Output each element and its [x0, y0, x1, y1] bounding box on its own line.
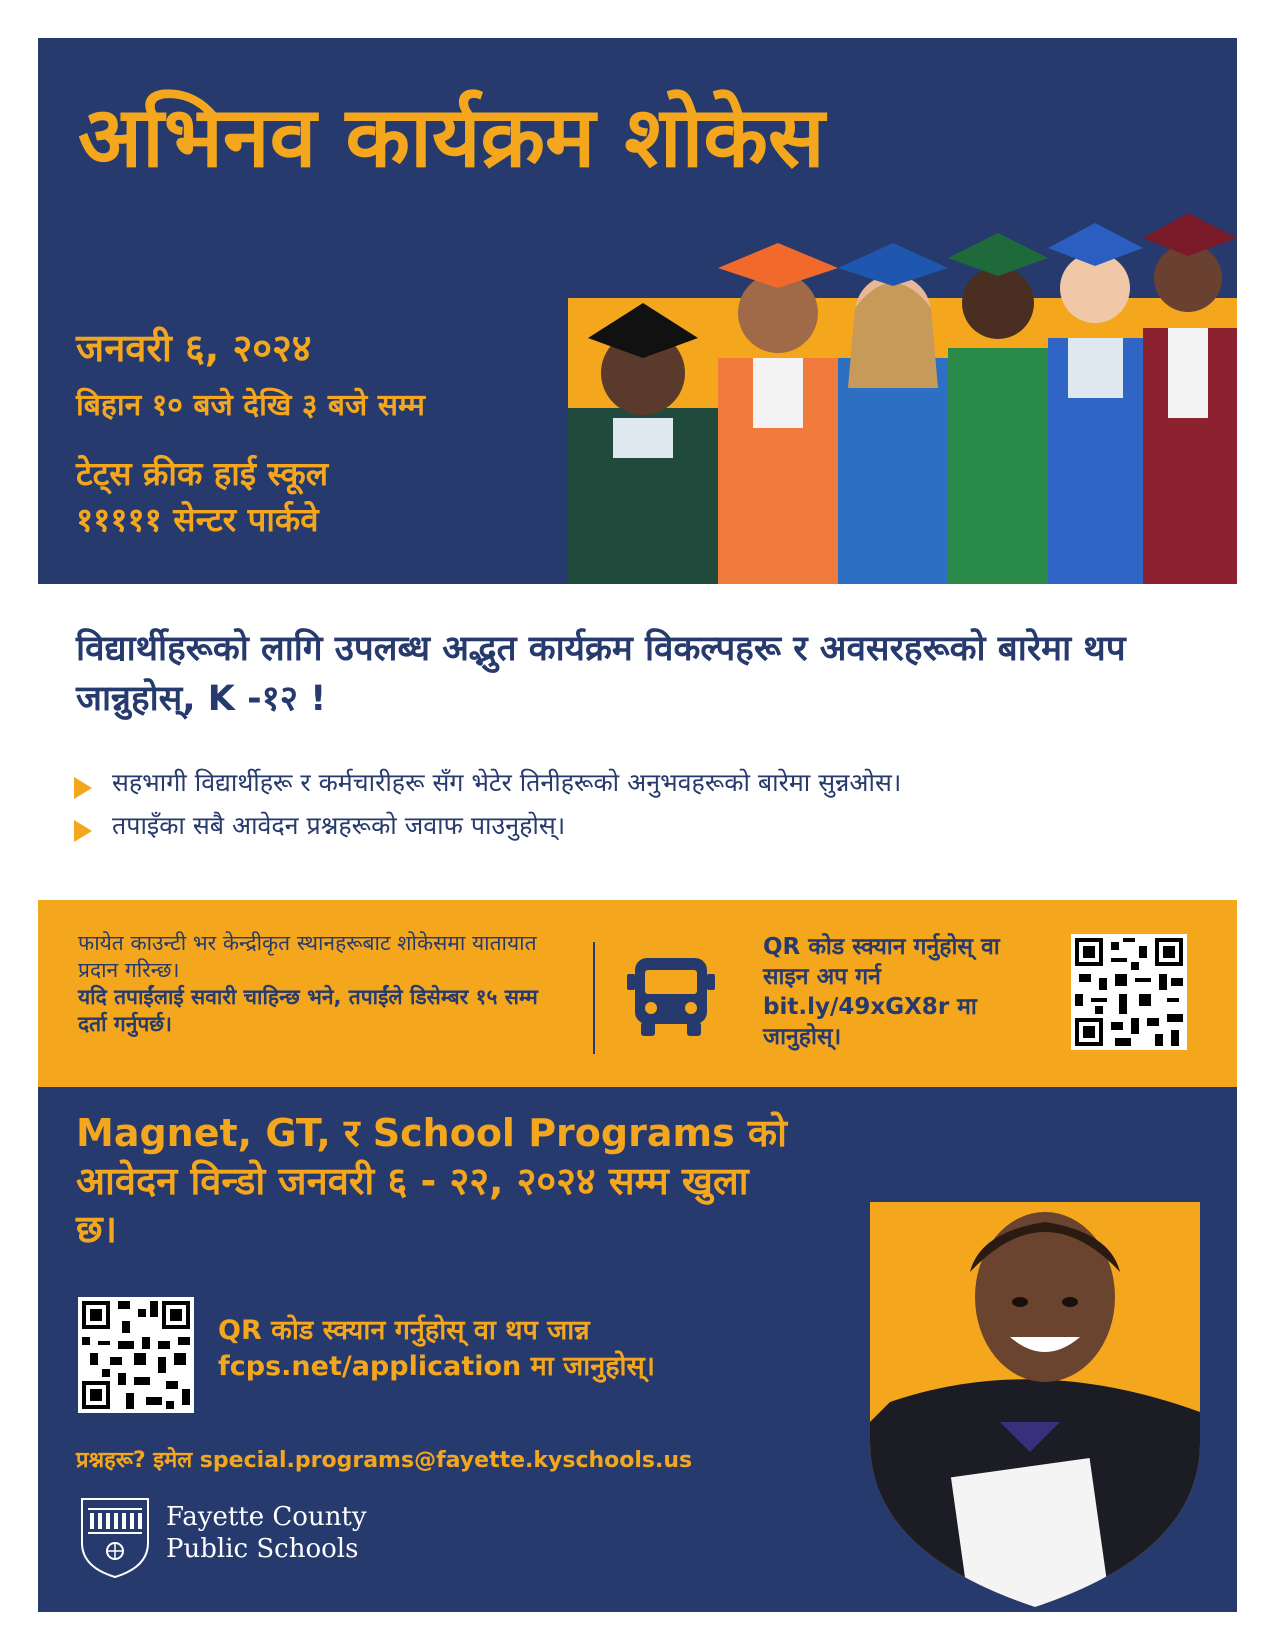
intro-heading: विद्यार्थीहरूको लागि उपलब्ध अद्भुत कार्यक्रम विकल्पहरू र अवसरहरूको बारेमा थप जान्नुहोस्, K -१२ !: [76, 629, 1126, 719]
district-name-line1: Fayette County: [166, 1502, 367, 1532]
district-name: [166, 1501, 367, 1565]
bullet-text: सहभागी विद्यार्थीहरू र कर्मचारीहरू सँग भेटेर तिनीहरूको अनुभवहरूको बारेमा सुन्नओस।: [112, 768, 902, 797]
transport-band: [38, 900, 1237, 1087]
application-qr-code[interactable]: [78, 1297, 194, 1413]
event-date: जनवरी ६, २०२४: [76, 326, 312, 370]
list-item: [74, 765, 901, 799]
bullet-text: तपाइँका सबै आवेदन प्रश्नहरूको जवाफ पाउनुहोस्।: [112, 811, 566, 840]
page-title: अभिनव कार्यक्रम शोकेस: [78, 88, 825, 186]
event-time: बिहान १० बजे देखि ३ बजे सम्म: [76, 388, 425, 423]
contact-email[interactable]: प्रश्नहरू? इमेल special.programs@fayette.kyschools.us: [76, 1448, 693, 1473]
bullet-arrow-icon: [74, 777, 92, 799]
hero-panel: [38, 38, 1237, 584]
transport-info: [78, 930, 548, 1038]
student-photo-shield: [870, 1202, 1200, 1607]
bus-icon: [623, 948, 719, 1044]
transport-deadline: यदि तपाईंलाई सवारी चाहिन्छ भने, तपाईंले डिसेम्बर १५ सम्म दर्ता गर्नुपर्छ।: [78, 985, 538, 1036]
application-heading: Magnet, GT, र School Programs को आवेदन विन्डो जनवरी ६ - २२, २०२४ सम्म खुला छ।: [76, 1111, 787, 1251]
graduates-photo: [568, 188, 1237, 584]
application-panel: [38, 1087, 1237, 1612]
divider: [593, 942, 595, 1054]
list-item: [74, 808, 565, 842]
district-seal-icon: [78, 1495, 152, 1579]
venue-name: टेट्स क्रीक हाई स्कूल: [76, 454, 329, 493]
district-name-line2: Public Schools: [166, 1534, 359, 1564]
transport-description: फायेत काउन्टी भर केन्द्रीकृत स्थानहरूबाट शोकेसमा यातायात प्रदान गरिन्छ।: [78, 931, 537, 982]
venue-address: १११११ सेन्टर पार्कवे: [76, 500, 319, 539]
bullet-arrow-icon: [74, 820, 92, 842]
signup-instructions: QR कोड स्क्यान गर्नुहोस् वा साइन अप गर्न bit.ly/49xGX8r मा जानुहोस्।: [763, 934, 1000, 1050]
transport-qr-code[interactable]: [1071, 934, 1187, 1050]
application-link-text: QR कोड स्क्यान गर्नुहोस् वा थप जान्न fcps.net/application मा जानुहोस्।: [218, 1315, 656, 1382]
